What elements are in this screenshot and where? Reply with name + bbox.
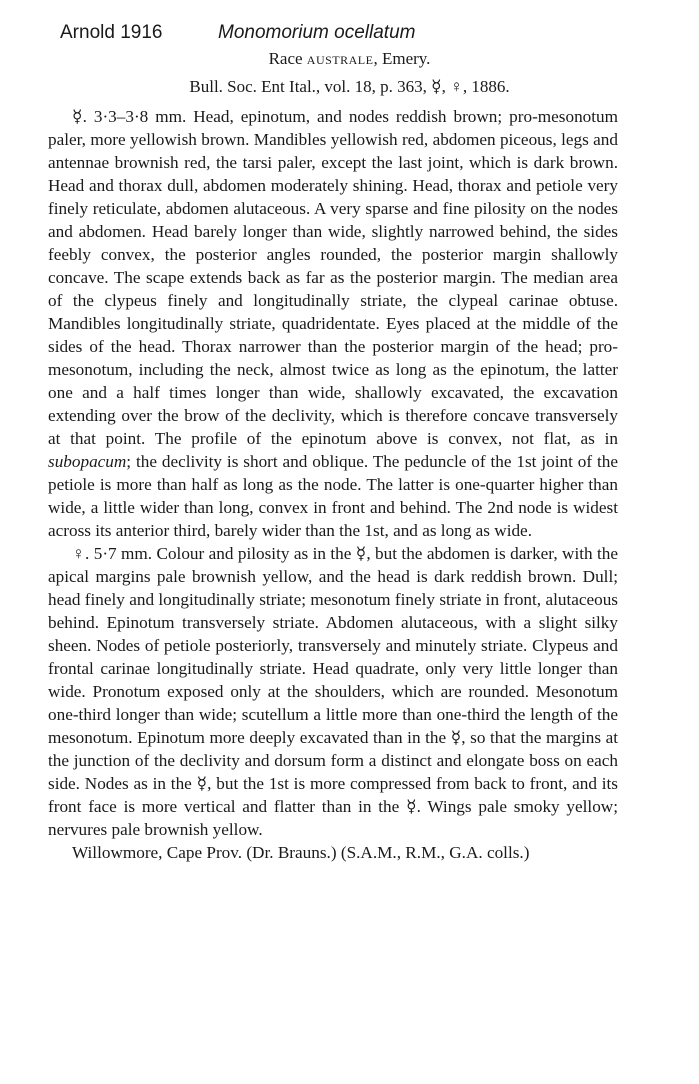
worker-symbol-ref-3: ☿: [196, 774, 208, 793]
race-suffix: , Emery.: [373, 49, 431, 68]
worker-symbol-ref-1: ☿: [355, 544, 367, 563]
worker-symbol: ☿: [72, 107, 83, 126]
worker-text-1: . 3·3–3·8 mm. Head, epinotum, and nodes reddish brown; pro-mesonotum paler, more yellowish brown. Mandibles yellowish red, abdomen piceous, legs and antennae brownish red, the tarsi paler, except the last joint, which is dark brown. Head and thorax dull, abdomen moderately shining. Head, thorax and petiole very finely reticulate, abdomen alutaceous. A very sparse and fine pilosity on the nodes and abdomen. Head barely longer than wide, slightly narrowed behind, the sides feebly convex, the posterior angles rounded, the posterior margin shallowly concave. The scape extends back as far as the posterior margin. The median area of the clypeus finely and longitudinally striate, the clypeal carinae obtuse. Mandibles longitudinally striate, quadridentate. Eyes placed at the middle of the sides of the head. Thorax narrower than the posterior margin of the head; pro-mesonotum, including the neck, almost twice as long as the epinotum, the latter one and a half times longer than wide, shallowly excavated, the excavation extending over the brow of the declivity, which is therefore concave transversely at that point. The profile of the epinotum above is convex, not flat, as in: [48, 107, 618, 448]
worker-symbol-ref-2: ☿: [450, 728, 462, 747]
female-symbol: ♀: [72, 544, 86, 563]
race-heading: [0, 49, 699, 69]
citation: Bull. Soc. Ent Ital., vol. 18, p. 363, ☿, ♀, 1886.: [189, 77, 510, 96]
worker-text-2: ; the declivity is short and oblique. The peduncle of the 1st joint of the petiole is more than half as long as the node. The latter is one-quarter higher than wide, a little wider than long, convex in front and behind. The 2nd node is widest across its anterior third, barely wider than the 1st, and as long as wide.: [48, 452, 618, 540]
female-text-4: , but the 1st is more compressed from back to front, and its front face is more vertical and flatter than in the: [48, 774, 618, 816]
worker-italic-species: subopacum: [48, 452, 127, 471]
race-name: australe: [306, 49, 374, 68]
female-text-1: . 5·7 mm. Colour and pilosity as in the: [85, 544, 356, 563]
race-prefix: Race: [268, 49, 307, 68]
female-text-2: , but the abdomen is darker, with the apical margins pale brownish yellow, and the head is dark reddish brown. Dull; head finely and longitudinally striate; mesonotum finely striate in front, alutaceous behind. Epinotum transversely striate. Abdomen alutaceous, with a slight silky sheen. Nodes of petiole posteriorly, transversely and minutely striate. Clypeus and frontal carinae longitudinally striate. Head quadrate, only very little longer than wide. Pronotum exposed only at the shoulders, which are rounded. Mesonotum one-third longer than wide; scutellum a little more than one-third the length of the mesonotum. Epinotum more deeply excavated than in the: [48, 544, 619, 747]
description-body: [48, 105, 618, 864]
species-name: Monomorium ocellatum: [218, 22, 416, 43]
female-text-5: . Wings pale smoky yellow; nervures pale brownish yellow.: [48, 797, 618, 839]
female-paragraph: [48, 542, 618, 841]
worker-paragraph: [48, 105, 618, 542]
locality-paragraph: Willowmore, Cape Prov. (Dr. Brauns.) (S.A.M., R.M., G.A. colls.): [72, 843, 530, 862]
author-year: Arnold 1916: [60, 22, 163, 43]
female-text-3: , so that the margins at the junction of the declivity and dorsum form a distinct and elongate boss on each side. Nodes as in the: [48, 728, 618, 793]
worker-symbol-ref-4: ☿: [406, 797, 417, 816]
